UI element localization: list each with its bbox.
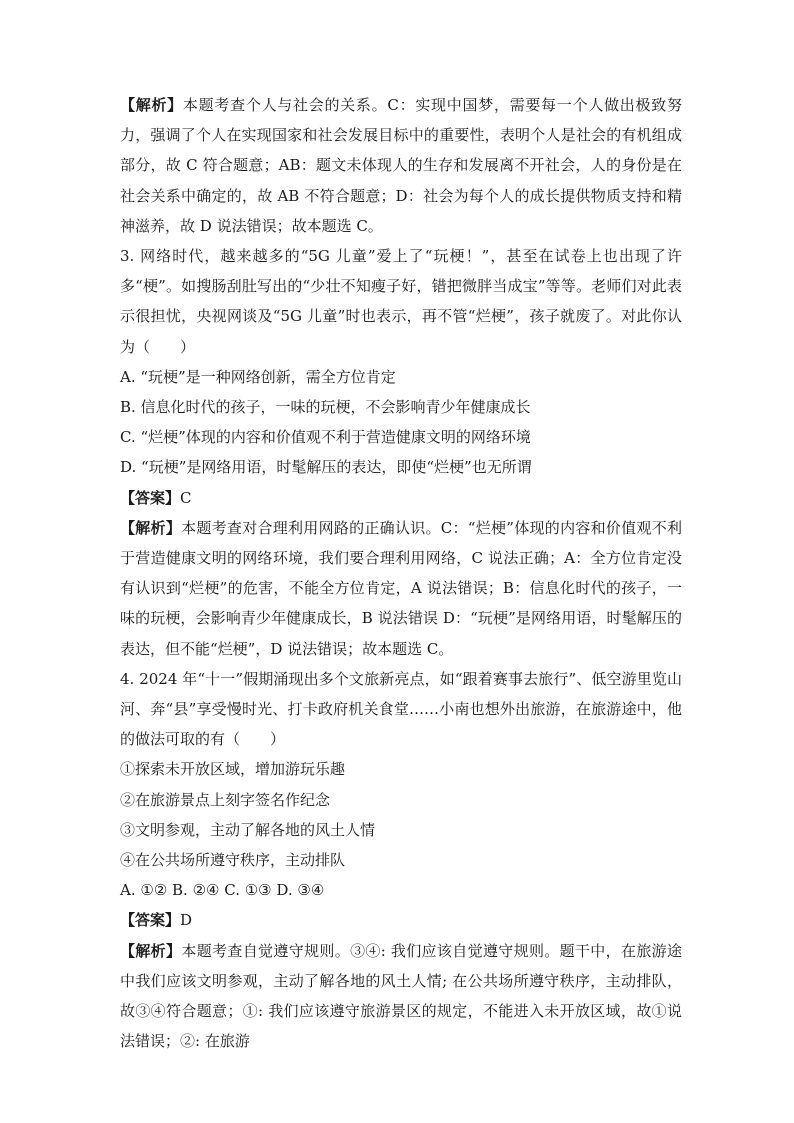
document-page bbox=[120, 90, 682, 1057]
q3-option-d: D. “玩梗”是网络用语，时髦解压的表达，即使“烂梗”也无所谓 bbox=[120, 458, 532, 477]
analysis-label: 【解析】 bbox=[120, 96, 183, 114]
q4-stem: 4. 2024 年“十一”假期涌现出多个文旅新亮点，如“跟着赛事去旅行”、低空游里览山河、奔“县”享受慢时光、打卡政府机关食堂……小南也想外出旅游，在旅游途中，他的做法可取的有（ ） bbox=[120, 669, 682, 749]
q2-analysis-text: 本题考查个人与社会的关系。C：实现中国梦，需要每一个人做出极致努力，强调了个人在实现国家和社会发展目标中的重要性，表明个人是社会的有机组成部分，故 C 符合题意；AB：题文未体现人的生存和发展离不开社会，人的身份是在社会关系中确定的，故 AB 不符合题意；D：社会为每个人的成长提供物质支持和精神滋养，故 D 说法错误；故本题选 C。 bbox=[120, 96, 682, 235]
q3-analysis bbox=[120, 513, 682, 664]
q3-option-b: B. 信息化时代的孩子，一味的玩梗，不会影响青少年健康成长 bbox=[120, 398, 531, 417]
q4-item-1: ①探索未开放区域，增加游玩乐趣 bbox=[120, 760, 346, 779]
q4-answer-value: D bbox=[180, 911, 193, 930]
answer-label: 【答案】 bbox=[120, 911, 181, 930]
answer-label: 【答案】 bbox=[120, 488, 181, 507]
analysis-label: 【解析】 bbox=[120, 941, 182, 960]
q3-stem: 3. 网络时代，越来越多的“5G 儿童”爱上了“玩梗！”，甚至在试卷上也出现了许多“梗”。如搜肠刮肚写出的“少壮不知瘦子好，错把微胖当成宝”等等。老师们对此表示很担忧，央视网谈及“5G 儿童”时也表示，再不管“烂梗”，孩子就废了。对此你认为（ ） bbox=[120, 247, 682, 356]
q3-answer bbox=[120, 483, 682, 513]
q4-answer bbox=[120, 905, 682, 935]
analysis-label: 【解析】 bbox=[120, 518, 182, 537]
q4-analysis-text: 本题考查自觉遵守规则。③④: 我们应该自觉遵守规则。题干中，在旅游途中我们应该文明参观，主动了解各地的风土人情; 在公共场所遵守秩序，主动排队，故③④符合题意；①: 我们应该遵守旅游景区的规定，不能进入未开放区域，故①说法错误；②: 在旅游 bbox=[120, 941, 682, 1051]
q3-option-c: C. “烂梗”体现的内容和价值观不利于营造健康文明的网络环境 bbox=[120, 428, 531, 447]
q3-option-a: A. “玩梗”是一种网络创新，需全方位肯定 bbox=[120, 367, 396, 386]
q4-options: A. ①② B. ②④ C. ①③ D. ③④ bbox=[120, 881, 325, 900]
q4-item-2: ②在旅游景点上刻字签名作纪念 bbox=[120, 790, 331, 809]
q2-analysis bbox=[120, 90, 682, 241]
q3-analysis-text: 本题考查对合理利用网路的正确认识。C：“烂梗”体现的内容和价值观不利于营造健康文明的网络环境，我们要合理利用网络，C 说法正确；A：全方位肯定没有认识到“烂梗”的危害，不能全方位肯定，A 说法错误；B：信息化时代的孩子，一味的玩梗，会影响青少年健康成长，B 说法错误 D：“玩梗”是网络用语，时髦解压的表达，但不能“烂梗”，D 说法错误；故本题选 C。 bbox=[120, 518, 682, 658]
q3-answer-value: C bbox=[180, 488, 192, 507]
q4-item-3: ③文明参观，主动了解各地的风土人情 bbox=[120, 820, 376, 839]
q4-analysis bbox=[120, 936, 682, 1057]
q4-item-4: ④在公共场所遵守秩序，主动排队 bbox=[120, 851, 346, 870]
